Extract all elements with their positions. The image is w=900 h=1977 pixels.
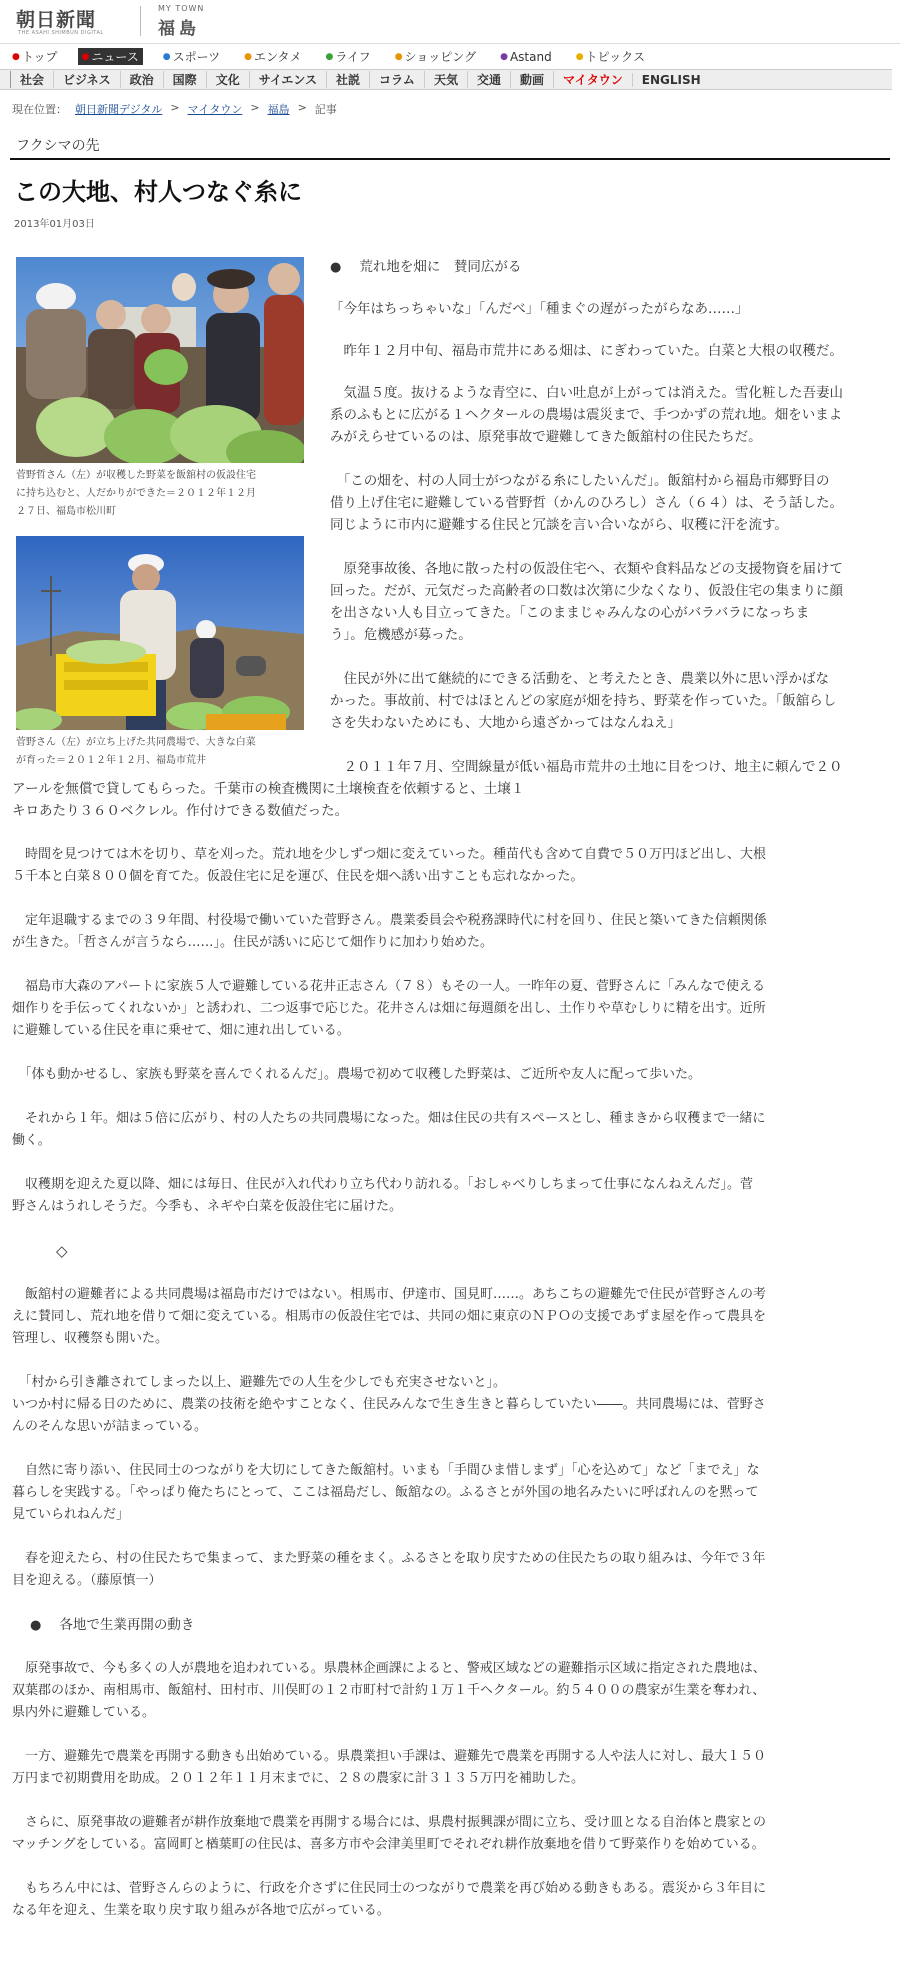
- breadcrumb: [12, 101, 337, 117]
- article-paragraph: [12, 1812, 766, 1856]
- bullet-icon: ●: [394, 51, 403, 62]
- paragraph-line: 「今年はちっちゃいな」「んだべ」「種まぐの遅がったがらなあ……」: [330, 301, 749, 317]
- primary-nav: [8, 48, 892, 65]
- secondary-nav: [0, 69, 892, 90]
- paragraph-line: 目を迎える。（藤原慎一）: [12, 1573, 162, 1588]
- diamond-icon: ◇: [56, 1242, 68, 1260]
- article-paragraph: [330, 340, 843, 362]
- breadcrumb-link-mytown[interactable]: マイタウン: [187, 103, 243, 116]
- heading-text: 各地で生業再開の動き: [59, 1617, 195, 1633]
- paragraph-line: 野さんはうれしそうだ。今季も、ネギや白菜を仮設住宅に届けた。: [12, 1199, 403, 1214]
- paragraph-line: ５千本と白菜８００個を育てた。仮設住宅に足を運び、住民を畑へ誘い出すことも忘れなかった。: [12, 869, 584, 884]
- breadcrumb-current: 記事: [314, 103, 337, 116]
- nav2-science[interactable]: サイエンス: [249, 71, 326, 88]
- breadcrumb-link-fukushima[interactable]: 福島: [267, 103, 290, 116]
- paragraph-line: 収穫期を迎えた夏以降、畑には毎日、住民が入れ代わり立ち代わり訪れる。「おしゃべりしちまって仕事になんねえんだ」。菅: [12, 1177, 754, 1192]
- section-heading-2: [30, 1614, 194, 1637]
- nav-shopping[interactable]: [391, 48, 480, 65]
- nav-astand[interactable]: [496, 48, 556, 65]
- nav-label: スポーツ: [172, 50, 221, 64]
- paragraph-line: 定年退職するまでの３９年間、村役場で働いていた菅野さん。農業委員会や税務課時代に村を回り、住民と築いてきた信頼関係: [12, 913, 767, 928]
- nav-label: ショッピング: [404, 50, 477, 64]
- nav-label: ライフ: [335, 50, 371, 64]
- article-paragraph: [12, 1284, 766, 1350]
- paragraph-line: 管理し、収穫祭も開いた。: [12, 1331, 169, 1346]
- nav2-weather[interactable]: 天気: [424, 71, 467, 88]
- article-date: 2013年01月03日: [14, 219, 95, 230]
- nav2-international[interactable]: 国際: [163, 71, 206, 88]
- paragraph-line: 一方、避難先で農業を再開する動きも出始めている。県農業担い手課は、避難先で農業を再開する人や法人に対し、最大１５０: [12, 1749, 767, 1764]
- nav-life[interactable]: [322, 48, 375, 65]
- heading-text: 荒れ地を畑に 賛同広がる: [359, 259, 522, 275]
- paragraph-line: 双葉郡のほか、南相馬市、飯舘村、田村市、川俣町の１２市町村で計約１万１千ヘクタール。約５４００の農家が生業を奪われ、: [12, 1683, 766, 1698]
- nav2-traffic[interactable]: 交通: [467, 71, 510, 88]
- article-paragraph: [12, 1372, 766, 1438]
- paragraph-line: 飯舘村の避難者による共同農場は福島市だけではない。相馬市、伊達市、国見町……。あちこちの避難先で住民が菅野さんの考: [12, 1287, 767, 1302]
- article-paragraph: [330, 470, 843, 536]
- paragraph-line: 原発事故後、各地に散った村の仮設住宅へ、衣類や食料品などの支援物資を届けて: [330, 561, 843, 577]
- article-paragraph: [12, 1174, 753, 1218]
- nav-topics[interactable]: [572, 48, 649, 65]
- town-logo[interactable]: 福島: [158, 19, 200, 39]
- nav2-editorial[interactable]: 社説: [326, 71, 369, 88]
- paragraph-line: 自然に寄り添い、住民同士のつながりを大切にしてきた飯舘村。いまも「手間ひま惜しまず」「心を込めて」など「までえ」な: [12, 1463, 760, 1478]
- nav2-politics[interactable]: 政治: [120, 71, 163, 88]
- site-header: [0, 0, 900, 44]
- breadcrumb-separator: >: [250, 101, 260, 114]
- nav-news[interactable]: [78, 48, 143, 65]
- paragraph-line: それから１年。畑は５倍に広がり、村の人たちの共同農場になった。畑は住民の共有スペースとし、種まきから収穫まで一緒に: [12, 1111, 766, 1126]
- paragraph-line: なる年を迎え、生業を取り戻す取り組みが各地で広がっている。: [12, 1903, 390, 1918]
- paragraph-line: いつか村に帰る日のために、農業の技術を絶やすことなく、住民みんなで生き生きと暮らしていたい――。共同農場には、菅野さ: [12, 1397, 766, 1412]
- article-paragraph: [12, 910, 767, 954]
- section-heading-1: [330, 256, 521, 279]
- caption-line: 菅野さん（左）が立ち上げた共同農場で、大きな白菜: [16, 737, 256, 748]
- paragraph-line: 働く。: [12, 1133, 51, 1148]
- nav-label: ニュース: [91, 50, 139, 64]
- article-paragraph: [12, 1746, 766, 1790]
- paragraph-line: 借り上げ住宅に避難している菅野哲（かんのひろし）さん（６４）は、そう話した。: [330, 495, 843, 511]
- bullet-icon: ●: [12, 51, 20, 62]
- nav-label: Astand: [509, 49, 552, 64]
- article-paragraph: [330, 558, 843, 646]
- paragraph-line: さを失わないためにも、大地から遠ざかってはなんねえ」: [330, 715, 681, 731]
- photo-cabbage-field: [16, 536, 304, 730]
- breadcrumb-prefix: 現在位置：: [12, 103, 67, 116]
- paragraph-line: もちろん中には、菅野さんらのように、行政を介さずに住民同士のつながりで農業を再び始める動きもある。震災から３年目に: [12, 1881, 767, 1896]
- paragraph-line: アールを無償で貸してもらった。千葉市の検査機関に土壌検査を依頼すると、土壌１: [12, 781, 525, 797]
- photo-vegetable-handout: [16, 257, 304, 463]
- paragraph-line: んのそんな思いが詰まっている。: [12, 1419, 208, 1434]
- nav-entame[interactable]: [240, 48, 305, 65]
- nav-label: トップ: [21, 50, 58, 64]
- article-paragraph: [330, 756, 842, 778]
- bullet-icon: ●: [575, 51, 584, 62]
- article-paragraph: [12, 1108, 765, 1152]
- asahi-logo[interactable]: 朝日新聞: [16, 9, 97, 31]
- article-paragraph: [12, 1658, 766, 1724]
- photo-caption-2: [16, 734, 256, 770]
- mytown-label: MY TOWN: [158, 4, 205, 13]
- paragraph-line: キロあたり３６０ベクレル。作付けできる数値だった。: [12, 803, 349, 819]
- article-paragraph: [330, 298, 749, 320]
- nav2-mytown[interactable]: マイタウン: [553, 71, 632, 88]
- bullet-icon: ●: [81, 51, 90, 62]
- bullet-icon: ●: [244, 51, 253, 62]
- paragraph-line: 「この畑を、村の人同士がつながる糸にしたいんだ」。飯舘村から福島市郷野目の: [330, 473, 830, 489]
- paragraph-line: みがえらせているのは、原発事故で避難してきた飯舘村の住民たちだ。: [330, 429, 762, 445]
- breadcrumb-separator: >: [170, 101, 180, 114]
- caption-line: ２７日、福島市松川町: [16, 506, 116, 517]
- article-paragraph: [12, 1460, 760, 1526]
- paragraph-line: 時間を見つけては木を切り、草を刈った。荒れ地を少しずつ畑に変えていった。種苗代も含めて自費で５０万円ほど出し、大根: [12, 847, 767, 862]
- nav2-english[interactable]: ENGLISH: [632, 73, 710, 87]
- paragraph-line: 「村から引き離されてしまった以上、避難先での人生を少しでも充実させないと」。: [12, 1375, 507, 1390]
- nav2-shakai[interactable]: 社会: [10, 71, 53, 88]
- paragraph-line: に避難している住民を車に乗せて、畑に連れ出している。: [12, 1023, 350, 1038]
- caption-line: 菅野哲さん（左）が収穫した野菜を飯舘村の仮設住宅: [16, 470, 256, 481]
- paragraph-line: 万円まで初期費用を助成。２０１２年１１月末までに、２８の農家に計３１３５万円を補助した。: [12, 1771, 585, 1786]
- paragraph-line: 見ていられねんだ」: [12, 1507, 130, 1522]
- series-divider: [10, 158, 890, 160]
- caption-line: に持ち込むと、人だかりができた＝２０１２年１２月: [16, 488, 256, 499]
- article-paragraph: [12, 1064, 701, 1086]
- article-paragraph-continued: [12, 778, 524, 822]
- bullet-icon: ●: [330, 260, 342, 275]
- paragraph-line: 福島市大森のアパートに家族５人で避難している花井正志さん（７８）もその一人。一昨年の夏、菅野さんに「みんなで使える: [12, 979, 765, 994]
- bullet-icon: ●: [30, 1618, 42, 1633]
- paragraph-line: 系のふもとに広がる１ヘクタールの農場は震災まで、手つかずの荒れ地。畑をいまよ: [330, 407, 843, 423]
- nav2-culture[interactable]: 文化: [206, 71, 249, 88]
- article-paragraph: [12, 1548, 765, 1592]
- section-divider-diamond: [56, 1240, 68, 1262]
- paragraph-line: う」。危機感が募った。: [330, 627, 472, 643]
- article-paragraph: [330, 382, 843, 448]
- series-title: フクシマの先: [16, 138, 100, 154]
- paragraph-line: 同じように市内に避難する住民と冗談を言い合いながら、収穫に汗を流す。: [330, 517, 788, 533]
- caption-line: が育った＝２０１２年１２月、福島市荒井: [16, 755, 206, 766]
- article-paragraph: [12, 844, 766, 888]
- nav2-video[interactable]: 動画: [510, 71, 553, 88]
- nav2-business[interactable]: ビジネス: [53, 71, 120, 88]
- article-paragraph: [12, 976, 766, 1042]
- photo-caption-1: [16, 467, 256, 521]
- paragraph-line: 回った。だが、元気だった高齢者の口数は次第に少なくなり、仮設住宅の集まりに顔: [330, 583, 843, 599]
- paragraph-line: が生きた。「哲さんが言うなら……」。住民が誘いに応じて畑作りに加わり始めた。: [12, 935, 494, 950]
- paragraph-line: マッチングをしている。富岡町と楢葉町の住民は、喜多方市や会津美里町でそれぞれ耕作放棄地を借りて野菜作りを始めている。: [12, 1837, 765, 1852]
- nav2-column[interactable]: コラム: [369, 71, 424, 88]
- paragraph-line: 県内外に避難している。: [12, 1705, 156, 1720]
- nav-top[interactable]: [8, 48, 62, 65]
- paragraph-line: 住民が外に出て継続的にできる活動を、と考えたとき、農業以外に思い浮かばな: [330, 671, 829, 687]
- asahi-logo-sub: THE ASAHI SHIMBUN DIGITAL: [18, 30, 104, 36]
- bullet-icon: ●: [325, 51, 334, 62]
- paragraph-line: えに賛同し、荒れ地を借りて畑に変えている。相馬市の仮設住宅では、共同の畑に東京のＮＰＯの支援であずま屋を作って農具を: [12, 1309, 767, 1324]
- breadcrumb-link-digital[interactable]: 朝日新聞デジタル: [75, 103, 163, 116]
- paragraph-line: 気温５度。抜けるような青空に、白い吐息が上がっては消えた。雪化粧した吾妻山: [330, 385, 843, 401]
- nav-label: エンタメ: [254, 50, 302, 64]
- bullet-icon: ●: [162, 51, 171, 62]
- article-paragraph: [330, 668, 836, 734]
- breadcrumb-separator: >: [297, 101, 307, 114]
- article-paragraph: [12, 1878, 766, 1922]
- paragraph-line: 原発事故で、今も多くの人が農地を追われている。県農林企画課によると、警戒区域などの避難指示区域に指定された農地は、: [12, 1661, 766, 1676]
- bullet-icon: ●: [500, 51, 508, 62]
- paragraph-line: を出さない人も目立ってきた。「このままじゃみんなの心がバラバラになっちま: [330, 605, 810, 621]
- paragraph-line: 畑作りを手伝ってくれないか」と誘われ、二つ返事で応じた。花井さんは畑に毎週顔を出し、土作りや草むしりに精を出す。近所: [12, 1001, 766, 1016]
- paragraph-line: 暮らしを実践する。「やっぱり俺たちにとって、ここは福島だし、飯舘なの。ふるさとが外国の地名みたいに呼ばれんのを黙って: [12, 1485, 759, 1500]
- nav-sports[interactable]: [159, 48, 224, 65]
- paragraph-line: 「体も動かせるし、家族も野菜を喜んでくれるんだ」。農場で初めて収穫した野菜は、ご近所や友人に配って歩いた。: [12, 1067, 702, 1082]
- paragraph-line: さらに、原発事故の避難者が耕作放棄地で農業を再開する場合には、県農村振興課が間に立ち、受け皿となる自治体と農家との: [12, 1815, 767, 1830]
- paragraph-line: 昨年１２月中旬、福島市荒井にある畑は、にぎわっていた。白菜と大根の収穫だ。: [330, 343, 843, 359]
- nav-label: トピックス: [585, 50, 645, 64]
- paragraph-line: 春を迎えたら、村の住民たちで集まって、また野菜の種をまく。ふるさとを取り戻すための住民たちの取り組みは、今年で３年: [12, 1551, 766, 1566]
- paragraph-line: ２０１１年７月、空間線量が低い福島市荒井の土地に目をつけ、地主に頼んで２０: [330, 759, 843, 775]
- paragraph-line: かった。事故前、村ではほとんどの家庭が畑を持ち、野菜を作っていた。「飯舘らし: [330, 693, 837, 709]
- article-headline: この大地、村人つなぐ糸に: [14, 178, 302, 206]
- logo-divider: [140, 6, 141, 36]
